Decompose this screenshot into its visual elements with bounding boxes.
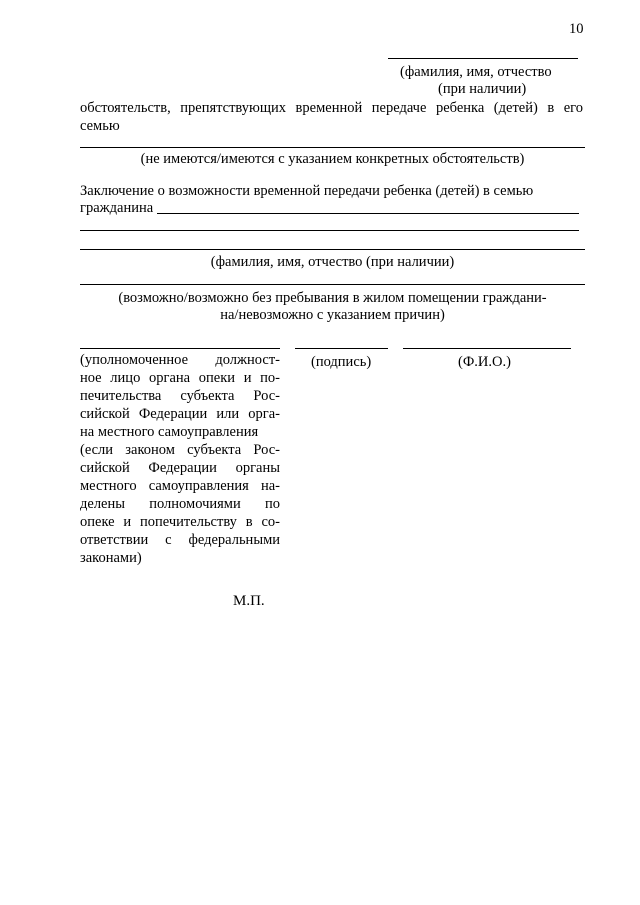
decision-caption-line2: на/невозможно с указанием причин) xyxy=(220,307,445,323)
official-caption-line: ответствии с федеральными xyxy=(80,532,280,548)
official-caption-line: сийской Федерации или орга- xyxy=(80,406,280,422)
official-caption-line: (если законом субъекта Рос- xyxy=(80,442,280,458)
citizen-fill-line-1 xyxy=(157,213,579,214)
circumstances-text-line1: обстоятельств, препятствующих временной передаче ребенка (детей) в его xyxy=(80,100,583,116)
official-caption-line: (уполномоченное должност- xyxy=(80,352,280,368)
official-fill-line xyxy=(80,348,280,349)
decision-fill-line xyxy=(80,284,585,285)
page-number: 10 xyxy=(569,21,584,37)
official-caption-line: на местного самоуправления xyxy=(80,424,259,440)
conclusion-text-line2: гражданина xyxy=(80,200,154,216)
circumstances-caption: (не имеются/имеются с указанием конкретных обстоятельств) xyxy=(140,151,525,167)
stamp-label: М.П. xyxy=(233,593,265,609)
official-caption-line: местного самоуправления на- xyxy=(80,478,280,494)
circumstances-text-line2: семью xyxy=(80,118,120,134)
official-caption-line: печительства субъекта Рос- xyxy=(80,388,280,404)
official-caption-line: опеке и попечительству в со- xyxy=(80,514,280,530)
fio-caption: (Ф.И.О.) xyxy=(458,354,511,370)
signature-fill-line xyxy=(295,348,388,349)
signature-caption: (подпись) xyxy=(311,354,372,370)
name-caption-line1: (фамилия, имя, отчество xyxy=(400,64,552,80)
official-caption-line: сийской Федерации органы xyxy=(80,460,280,476)
official-caption xyxy=(80,351,280,567)
citizen-fill-line-2 xyxy=(80,230,579,231)
fio-fill-line xyxy=(403,348,571,349)
conclusion-text-line1: Заключение о возможности временной передачи ребенка (детей) в семью xyxy=(80,183,534,199)
official-caption-line: ное лицо органа опеки и по- xyxy=(80,370,280,386)
name-fill-line xyxy=(388,58,578,59)
citizen-fio-caption: (фамилия, имя, отчество (при наличии) xyxy=(210,254,455,270)
decision-caption-line1: (возможно/возможно без пребывания в жилом помещении граждани- xyxy=(118,290,547,306)
circumstances-fill-line xyxy=(80,147,585,148)
citizen-fill-line-3 xyxy=(80,249,585,250)
name-caption-line2: (при наличии) xyxy=(438,81,527,97)
official-caption-line: законами) xyxy=(80,550,142,566)
official-caption-line: делены полномочиями по xyxy=(80,496,280,512)
